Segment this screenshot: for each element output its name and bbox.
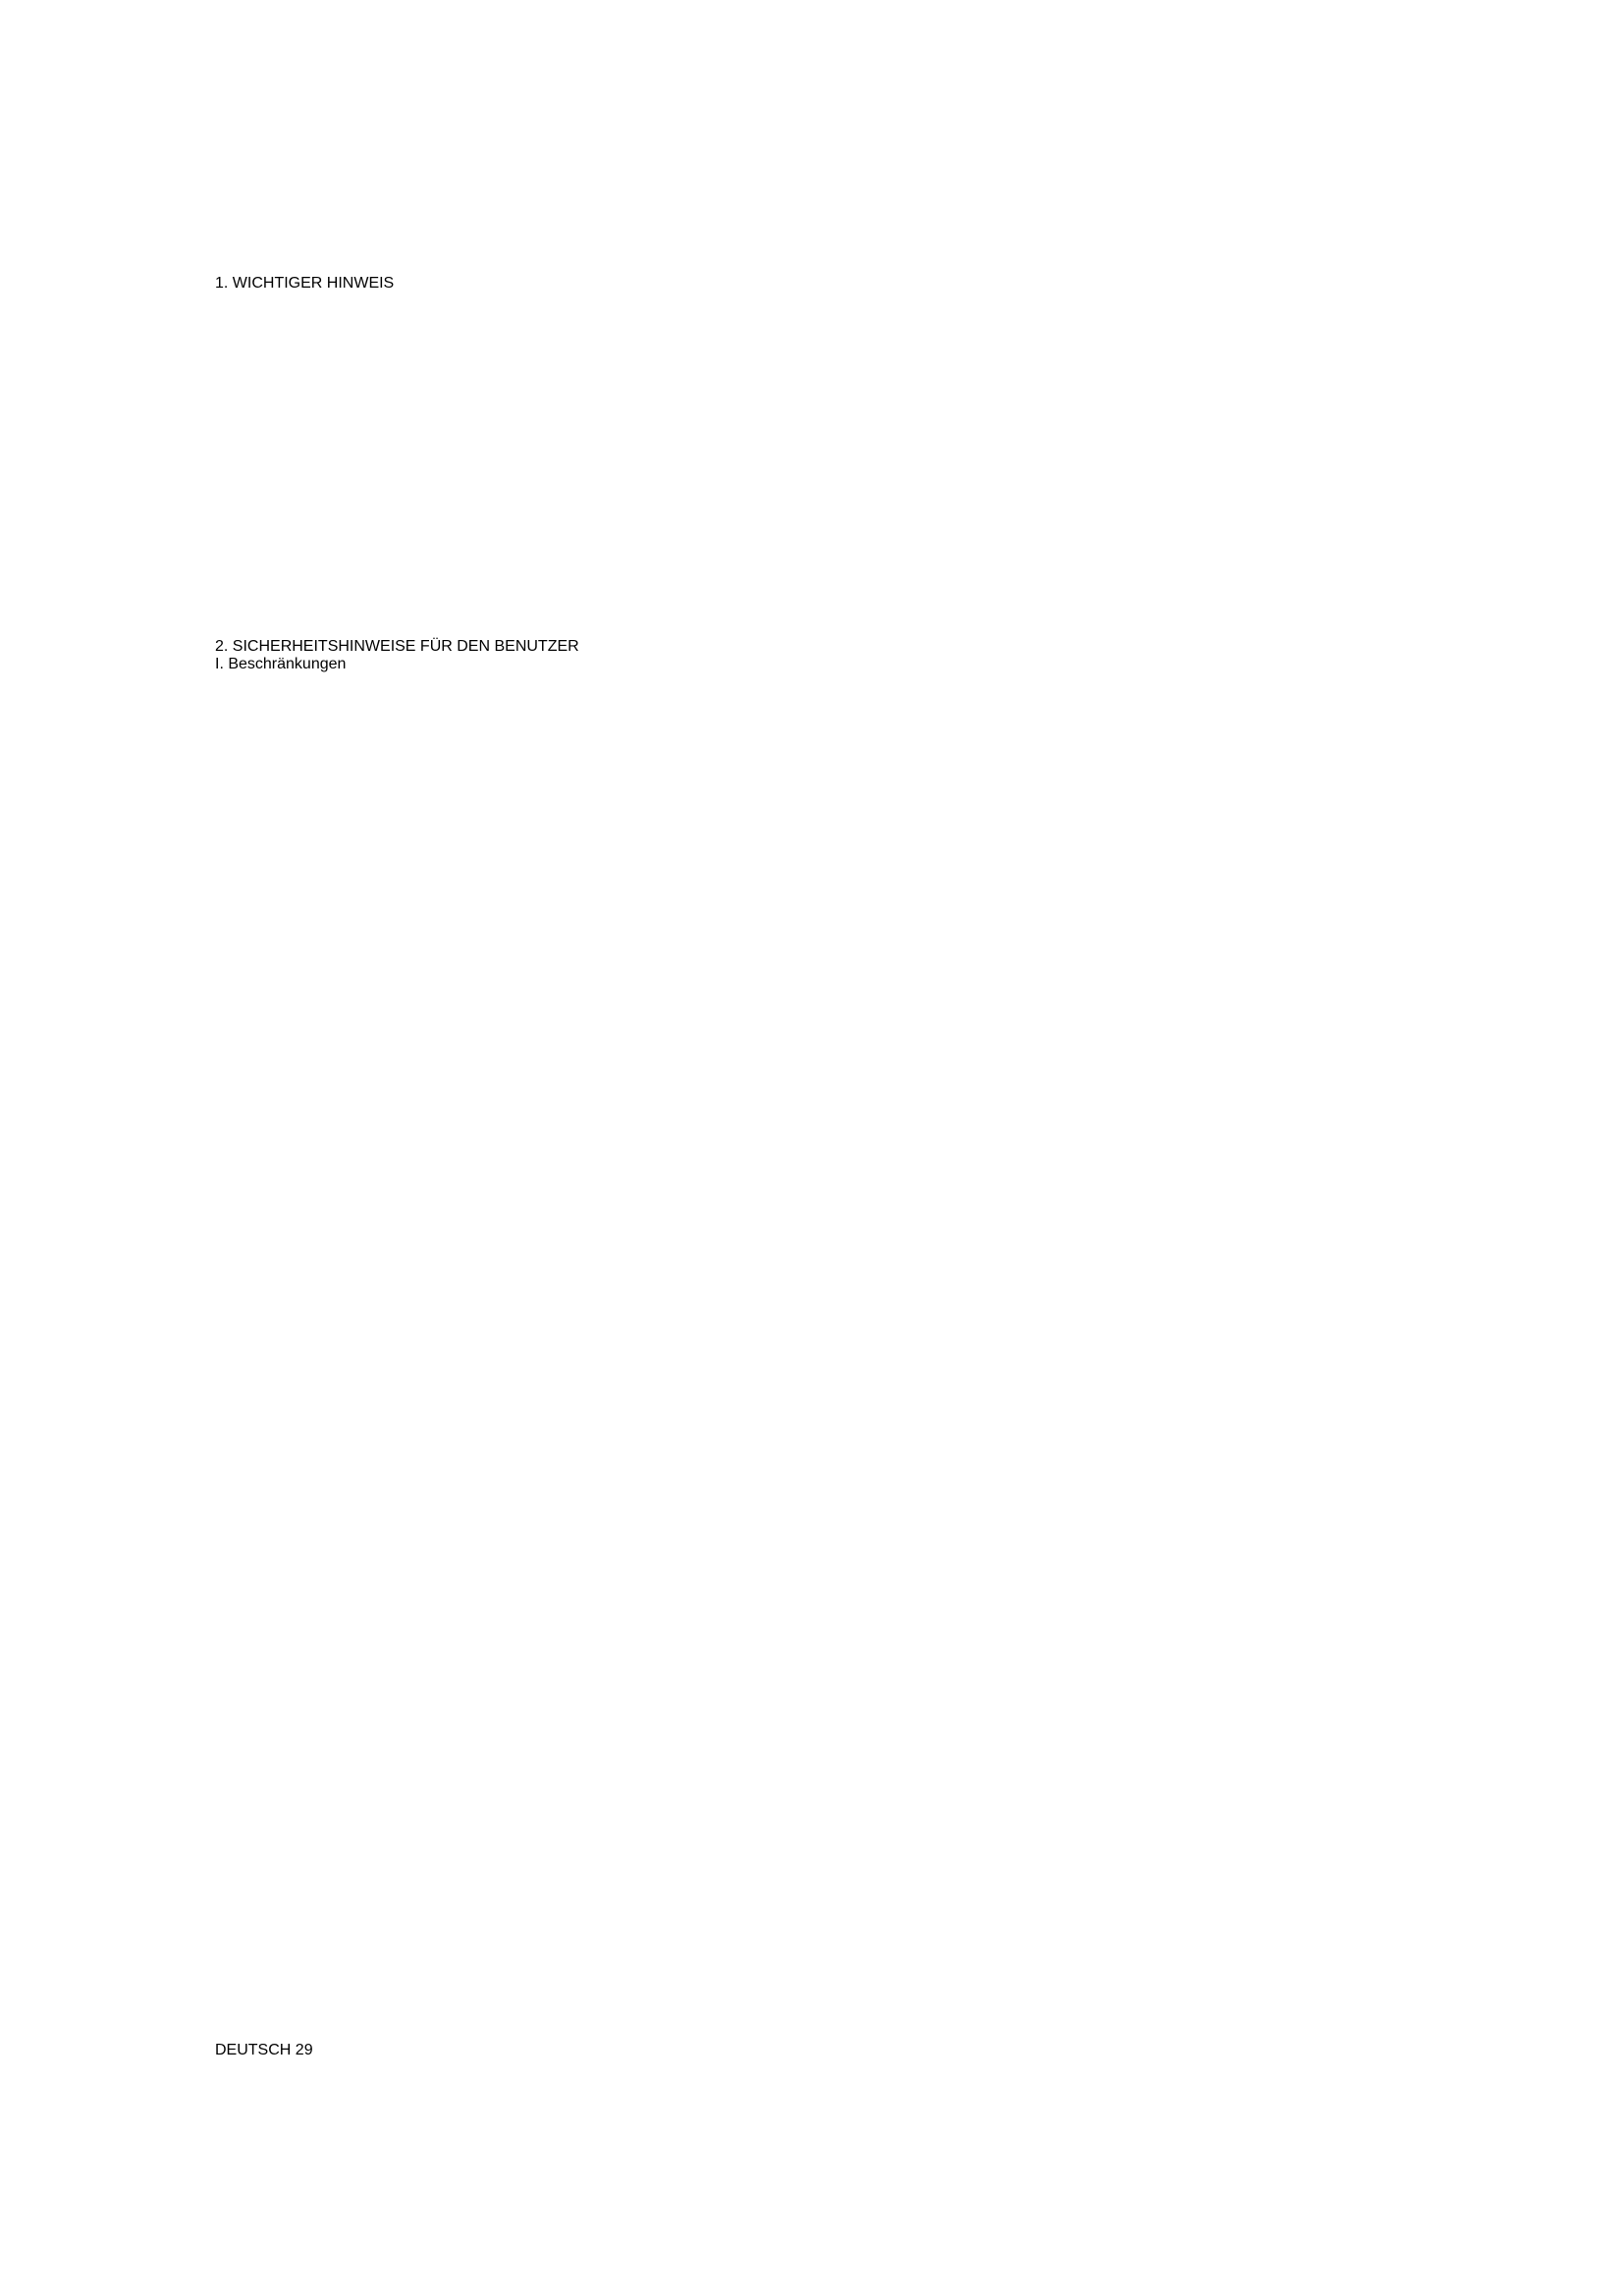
section2-heading: 2. SICHERHEITSHINWEISE FÜR DEN BENUTZER [215, 638, 579, 655]
section-safety [215, 638, 1433, 673]
page-footer [215, 2042, 1433, 2059]
footer-language: DEUTSCH [215, 2042, 292, 2058]
page-number: 29 [295, 2042, 313, 2058]
section1-heading: 1. WICHTIGER HINWEIS [215, 275, 395, 292]
subsection-heading: I. Beschränkungen [215, 656, 347, 672]
section-important [215, 275, 1433, 293]
